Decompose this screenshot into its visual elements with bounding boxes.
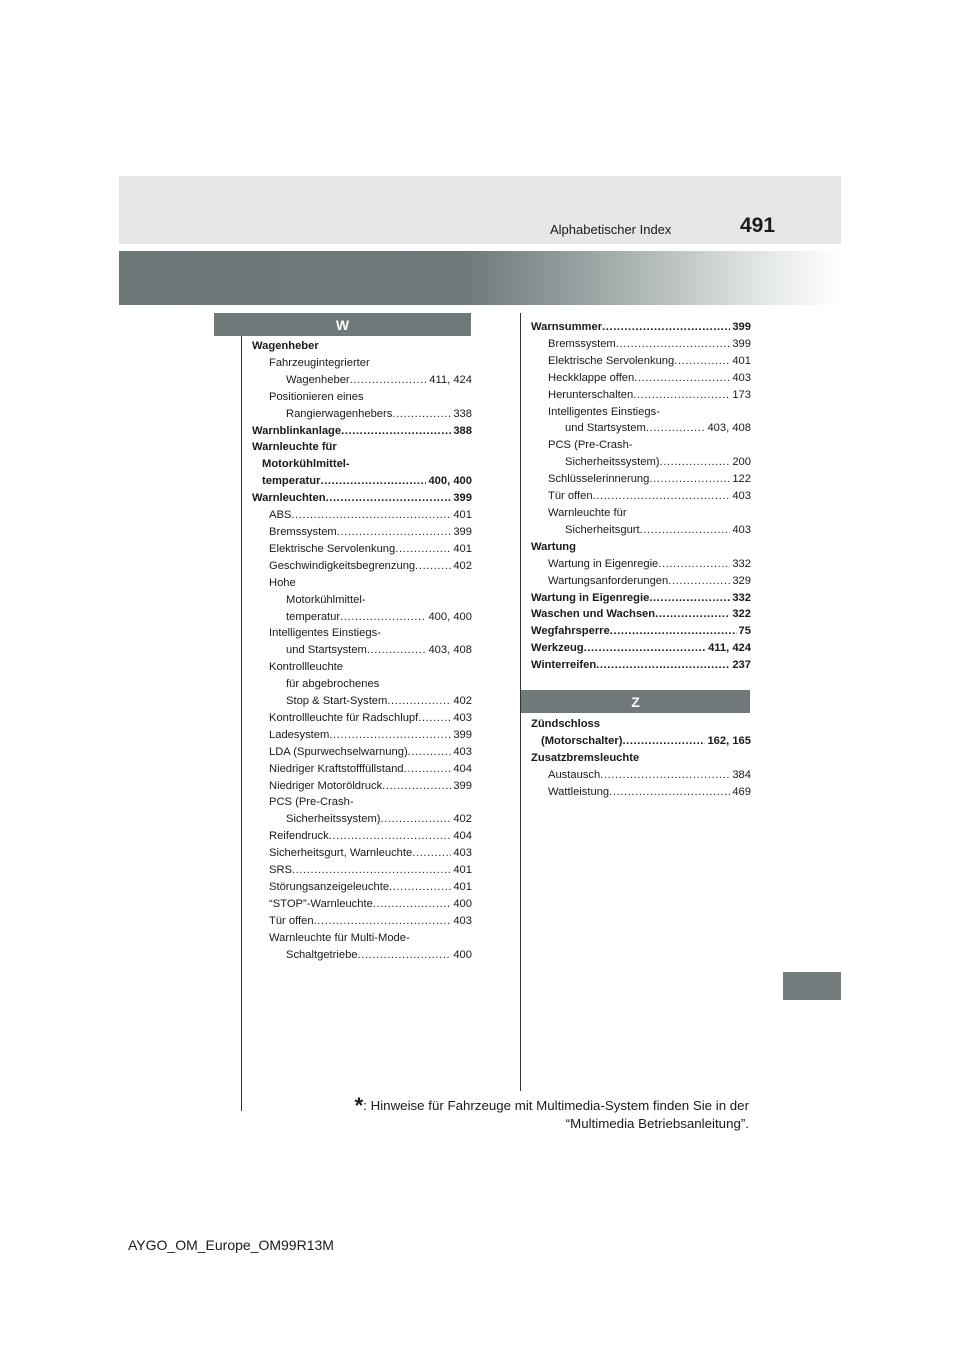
index-entry bbox=[252, 507, 472, 524]
index-entry-page-ref: 399 bbox=[453, 728, 472, 741]
index-entry-page-ref: 402 bbox=[453, 695, 472, 708]
index-entry-term: Warnleuchte für Multi-Mode- bbox=[269, 931, 410, 944]
index-entry-page-ref: 401 bbox=[453, 542, 472, 555]
index-entry-term: Zusatzbremsleuchte bbox=[531, 751, 640, 764]
footnote bbox=[300, 1093, 749, 1133]
index-entry-term: Schaltgetriebe bbox=[286, 948, 358, 961]
index-entry bbox=[252, 592, 472, 609]
index-entry-term: Warnleuchten bbox=[252, 492, 326, 505]
index-entry bbox=[252, 778, 472, 795]
index-entry bbox=[252, 423, 472, 440]
index-entry-page-ref: 401 bbox=[453, 864, 472, 877]
page-number: 491 bbox=[740, 214, 776, 237]
index-entry-page-ref: 400 bbox=[453, 897, 472, 910]
index-entry-term: und Startsystem bbox=[286, 644, 367, 657]
index-entry-leader-dots bbox=[633, 387, 730, 404]
index-entry-leader-dots bbox=[415, 558, 451, 575]
letter-heading-z: Z bbox=[521, 690, 750, 713]
index-entry bbox=[252, 659, 472, 676]
index-entry-term: LDA (Spurwechselwarnung) bbox=[269, 745, 408, 758]
index-entry-leader-dots bbox=[658, 556, 730, 573]
index-entry-term: Heckklappe offen bbox=[548, 371, 635, 384]
index-entry bbox=[531, 488, 751, 505]
index-entry-term: Sicherheitssystem) bbox=[565, 456, 660, 469]
index-entry-leader-dots bbox=[367, 642, 427, 659]
index-entry bbox=[252, 693, 472, 710]
index-entry-page-ref: 400, 400 bbox=[428, 610, 472, 623]
index-entry-leader-dots bbox=[674, 353, 730, 370]
index-entry-term: Waschen und Wachsen bbox=[531, 608, 656, 621]
index-entry-leader-dots bbox=[341, 423, 451, 440]
index-entry-page-ref: 403 bbox=[732, 490, 751, 503]
index-entry bbox=[252, 406, 472, 423]
index-entry-leader-dots bbox=[340, 609, 426, 626]
index-entry-page-ref: 332 bbox=[732, 591, 751, 604]
index-entry-term: Werkzeug bbox=[531, 642, 584, 655]
index-entry-term: Elektrische Servolenkung bbox=[269, 542, 396, 555]
index-entry-term: temperatur bbox=[286, 610, 341, 623]
footnote-line-2: “Multimedia Betriebsanleitung”. bbox=[565, 1116, 749, 1131]
index-entry-term: Herunterschalten bbox=[548, 388, 634, 401]
index-entry-page-ref: 399 bbox=[453, 492, 472, 505]
index-entry-page-ref: 403 bbox=[453, 711, 472, 724]
index-column-right-w bbox=[531, 319, 751, 674]
index-entry-term: Warnsummer bbox=[531, 321, 603, 333]
index-entry bbox=[252, 490, 472, 507]
index-entry-term: Wartungsanforderungen bbox=[548, 574, 669, 587]
index-entry-term: Sicherheitssystem) bbox=[286, 813, 381, 826]
index-entry-term: “STOP”-Warnleuchte bbox=[269, 897, 373, 910]
chapter-side-tab bbox=[783, 972, 841, 1000]
letter-heading-w: W bbox=[214, 313, 471, 336]
index-entry-term: Hohe bbox=[269, 576, 296, 589]
index-entry-page-ref: 338 bbox=[453, 407, 472, 420]
index-entry-term: temperatur bbox=[262, 475, 321, 488]
index-entry-page-ref: 173 bbox=[732, 388, 751, 401]
index-entry-page-ref: 411, 424 bbox=[708, 642, 751, 655]
index-entry bbox=[252, 338, 472, 355]
index-entry-term: PCS (Pre-Crash- bbox=[548, 439, 633, 452]
column-divider-left bbox=[241, 313, 242, 1111]
index-entry-leader-dots bbox=[593, 488, 731, 505]
index-entry-leader-dots bbox=[596, 657, 730, 674]
index-entry-term: Tür offen bbox=[269, 914, 314, 927]
index-entry bbox=[252, 828, 472, 845]
index-entry-page-ref: 411, 424 bbox=[429, 373, 472, 386]
index-entry-page-ref: 403 bbox=[732, 523, 751, 536]
index-entry-page-ref: 329 bbox=[732, 574, 751, 587]
index-entry-leader-dots bbox=[616, 336, 731, 353]
index-entry-term: für abgebrochenes bbox=[286, 678, 380, 691]
index-entry-page-ref: 399 bbox=[453, 525, 472, 538]
index-entry-page-ref: 200 bbox=[732, 456, 751, 469]
index-entry-page-ref: 404 bbox=[453, 830, 472, 843]
index-entry bbox=[531, 454, 751, 471]
index-entry-term: Sicherheitsgurt, Warnleuchte bbox=[269, 847, 413, 860]
header-band bbox=[119, 176, 841, 244]
index-entry bbox=[252, 524, 472, 541]
index-entry bbox=[252, 761, 472, 778]
index-entry bbox=[252, 930, 472, 947]
section-title: Alphabetischer Index bbox=[550, 222, 672, 237]
index-entry-term: Intelligentes Einstiegs- bbox=[548, 405, 660, 418]
index-entry bbox=[531, 556, 751, 573]
index-entry bbox=[252, 676, 472, 693]
index-entry-leader-dots bbox=[600, 767, 730, 784]
index-entry bbox=[252, 845, 472, 862]
index-entry-leader-dots bbox=[314, 913, 452, 930]
index-entry-term: Fahrzeugintegrierter bbox=[269, 356, 370, 369]
index-entry-term: Wartung in Eigenregie bbox=[548, 557, 659, 570]
index-entry-leader-dots bbox=[337, 524, 452, 541]
index-entry-page-ref: 388 bbox=[453, 424, 472, 437]
index-entry-page-ref: 401 bbox=[732, 354, 751, 367]
index-entry-page-ref: 401 bbox=[453, 881, 472, 893]
index-entry-leader-dots bbox=[392, 406, 451, 423]
index-entry bbox=[531, 319, 751, 336]
index-entry-leader-dots bbox=[395, 541, 451, 558]
index-entry bbox=[252, 862, 472, 879]
index-entry-term: und Startsystem bbox=[565, 422, 646, 435]
index-entry bbox=[252, 372, 472, 389]
index-entry-term: Motorkühlmittel- bbox=[262, 458, 350, 471]
index-entry-term: Rangierwagenhebers bbox=[286, 407, 393, 420]
index-entry-leader-dots bbox=[640, 522, 731, 539]
index-entry-page-ref: 404 bbox=[453, 762, 472, 775]
index-entry-leader-dots bbox=[389, 879, 451, 896]
index-entry bbox=[252, 947, 472, 964]
index-entry bbox=[531, 750, 751, 767]
index-entry-term: Wegfahrsperre bbox=[531, 625, 610, 638]
index-entry-leader-dots bbox=[329, 727, 451, 744]
index-entry-term: Austausch bbox=[548, 768, 601, 781]
index-entry-leader-dots bbox=[408, 744, 452, 761]
index-entry-page-ref: 237 bbox=[732, 659, 751, 672]
index-entry-term: Sicherheitsgurt bbox=[565, 523, 640, 536]
index-entry-leader-dots bbox=[610, 623, 737, 640]
index-entry-leader-dots bbox=[584, 640, 706, 657]
index-entry-term: Reifendruck bbox=[269, 830, 329, 843]
index-entry-leader-dots bbox=[350, 372, 428, 389]
index-entry-leader-dots bbox=[358, 947, 452, 964]
index-entry-term: SRS bbox=[269, 864, 293, 877]
index-entry-leader-dots bbox=[320, 473, 426, 490]
index-entry bbox=[252, 575, 472, 592]
index-entry-term: Geschwindigkeitsbegrenzung bbox=[269, 559, 416, 572]
index-column-left bbox=[252, 338, 472, 964]
index-entry bbox=[531, 505, 751, 522]
index-entry-term: Tür offen bbox=[548, 490, 593, 503]
index-entry-term: Schlüsselerinnerung bbox=[548, 473, 650, 486]
index-entry-term: PCS (Pre-Crash- bbox=[269, 796, 354, 809]
index-entry bbox=[531, 336, 751, 353]
index-entry bbox=[252, 794, 472, 811]
index-entry-term: Wartung bbox=[531, 540, 576, 553]
index-entry-page-ref: 322 bbox=[732, 608, 751, 621]
index-entry bbox=[531, 437, 751, 454]
index-entry-leader-dots bbox=[649, 590, 730, 607]
index-entry-term: Motorkühlmittel- bbox=[286, 593, 366, 606]
index-entry bbox=[252, 744, 472, 761]
index-entry bbox=[531, 606, 751, 623]
index-entry bbox=[531, 573, 751, 590]
index-entry-leader-dots bbox=[668, 573, 730, 590]
index-entry-leader-dots bbox=[660, 454, 731, 471]
index-entry bbox=[531, 353, 751, 370]
index-entry bbox=[252, 456, 472, 473]
index-entry-term: Stop & Start-System bbox=[286, 695, 388, 708]
footnote-asterisk: * bbox=[354, 1093, 364, 1118]
index-entry-leader-dots bbox=[329, 828, 452, 845]
index-entry-term: Wagenheber bbox=[286, 373, 350, 386]
index-column-right-z bbox=[531, 716, 751, 801]
index-entry bbox=[531, 471, 751, 488]
index-entry bbox=[252, 625, 472, 642]
index-entry-page-ref: 403 bbox=[732, 371, 751, 384]
index-entry-term: Warnleuchte für bbox=[548, 506, 627, 519]
index-entry bbox=[252, 609, 472, 626]
index-entry-leader-dots bbox=[291, 507, 451, 524]
index-entry bbox=[252, 727, 472, 744]
index-entry-leader-dots bbox=[404, 761, 452, 778]
index-entry-term: ABS bbox=[269, 509, 292, 522]
index-entry bbox=[252, 389, 472, 406]
index-entry-leader-dots bbox=[622, 733, 705, 750]
header-gradient-bar bbox=[119, 251, 841, 305]
index-entry bbox=[531, 767, 751, 784]
index-entry-page-ref: 401 bbox=[453, 509, 472, 522]
index-entry-page-ref: 122 bbox=[732, 473, 751, 486]
index-entry-leader-dots bbox=[418, 710, 451, 727]
index-entry-page-ref: 399 bbox=[732, 321, 751, 333]
index-entry-page-ref: 332 bbox=[732, 557, 751, 570]
index-entry bbox=[531, 420, 751, 437]
index-entry-term: Störungsanzeigeleuchte bbox=[269, 881, 390, 893]
index-entry-page-ref: 75 bbox=[738, 625, 751, 638]
index-entry-page-ref: 399 bbox=[453, 779, 472, 792]
index-entry-leader-dots bbox=[646, 420, 706, 437]
index-entry bbox=[252, 541, 472, 558]
index-entry-term: Wartung in Eigenregie bbox=[531, 591, 650, 604]
index-entry-term: Wattleistung bbox=[548, 785, 610, 798]
index-entry-term: (Motorschalter) bbox=[541, 734, 623, 747]
index-entry bbox=[252, 558, 472, 575]
index-entry-term: Zündschloss bbox=[531, 718, 600, 730]
index-entry-leader-dots bbox=[602, 319, 730, 336]
index-entry-term: Wagenheber bbox=[252, 340, 319, 352]
index-entry bbox=[531, 733, 751, 750]
index-entry bbox=[252, 355, 472, 372]
index-entry bbox=[531, 784, 751, 801]
index-entry bbox=[252, 896, 472, 913]
index-entry-term: Warnleuchte für bbox=[252, 441, 337, 454]
index-entry-term: Positionieren eines bbox=[269, 390, 364, 403]
index-entry bbox=[252, 642, 472, 659]
index-entry bbox=[252, 913, 472, 930]
index-entry bbox=[252, 811, 472, 828]
index-entry-term: Ladesystem bbox=[269, 728, 330, 741]
index-entry-term: Bremssystem bbox=[269, 525, 337, 538]
index-entry bbox=[252, 439, 472, 456]
index-entry-page-ref: 403 bbox=[453, 745, 472, 758]
index-entry-term: Kontrollleuchte für Radschlupf bbox=[269, 711, 419, 724]
index-entry-page-ref: 162, 165 bbox=[707, 734, 751, 747]
index-entry bbox=[531, 522, 751, 539]
index-entry bbox=[531, 539, 751, 556]
index-entry-term: Intelligentes Einstiegs- bbox=[269, 627, 381, 640]
index-entry-term: Elektrische Servolenkung bbox=[548, 354, 675, 367]
index-entry-leader-dots bbox=[609, 784, 730, 801]
index-entry-page-ref: 469 bbox=[732, 785, 751, 798]
index-entry-leader-dots bbox=[326, 490, 452, 507]
index-entry-leader-dots bbox=[634, 370, 730, 387]
index-entry-page-ref: 403 bbox=[453, 914, 472, 927]
index-entry-page-ref: 400 bbox=[453, 948, 472, 961]
index-entry bbox=[531, 387, 751, 404]
index-entry-page-ref: 403, 408 bbox=[428, 644, 472, 657]
index-entry-leader-dots bbox=[655, 606, 730, 623]
index-entry-leader-dots bbox=[649, 471, 730, 488]
index-entry-page-ref: 384 bbox=[732, 768, 751, 781]
index-entry bbox=[531, 623, 751, 640]
index-entry bbox=[531, 370, 751, 387]
index-entry bbox=[531, 657, 751, 674]
index-entry bbox=[252, 473, 472, 490]
index-entry-page-ref: 403, 408 bbox=[707, 422, 751, 435]
index-entry-leader-dots bbox=[373, 896, 452, 913]
index-entry-leader-dots bbox=[387, 693, 451, 710]
index-entry-term: Warnblinkanlage bbox=[252, 424, 342, 437]
index-entry-page-ref: 402 bbox=[453, 813, 472, 826]
index-entry-page-ref: 402 bbox=[453, 559, 472, 572]
index-entry-term: Bremssystem bbox=[548, 337, 616, 350]
index-entry bbox=[531, 716, 751, 733]
index-entry bbox=[531, 590, 751, 607]
index-entry-term: Niedriger Kraftstofffüllstand bbox=[269, 762, 404, 775]
index-entry bbox=[252, 710, 472, 727]
index-entry-leader-dots bbox=[382, 778, 451, 795]
index-entry-page-ref: 403 bbox=[453, 847, 472, 860]
footnote-line-1: : Hinweise für Fahrzeuge mit Multimedia-System finden Sie in der bbox=[363, 1098, 749, 1113]
index-entry-leader-dots bbox=[381, 811, 452, 828]
index-entry-page-ref: 399 bbox=[732, 337, 751, 350]
index-entry-leader-dots bbox=[292, 862, 451, 879]
index-entry bbox=[252, 879, 472, 896]
document-code: AYGO_OM_Europe_OM99R13M bbox=[128, 1237, 334, 1253]
index-entry bbox=[531, 640, 751, 657]
index-entry-term: Kontrollleuchte bbox=[269, 661, 344, 674]
index-entry-page-ref: 400, 400 bbox=[428, 475, 472, 488]
index-entry-leader-dots bbox=[412, 845, 451, 862]
index-entry-term: Winterreifen bbox=[531, 659, 597, 672]
index-entry-term: Niedriger Motoröldruck bbox=[269, 779, 383, 792]
index-entry bbox=[531, 404, 751, 421]
